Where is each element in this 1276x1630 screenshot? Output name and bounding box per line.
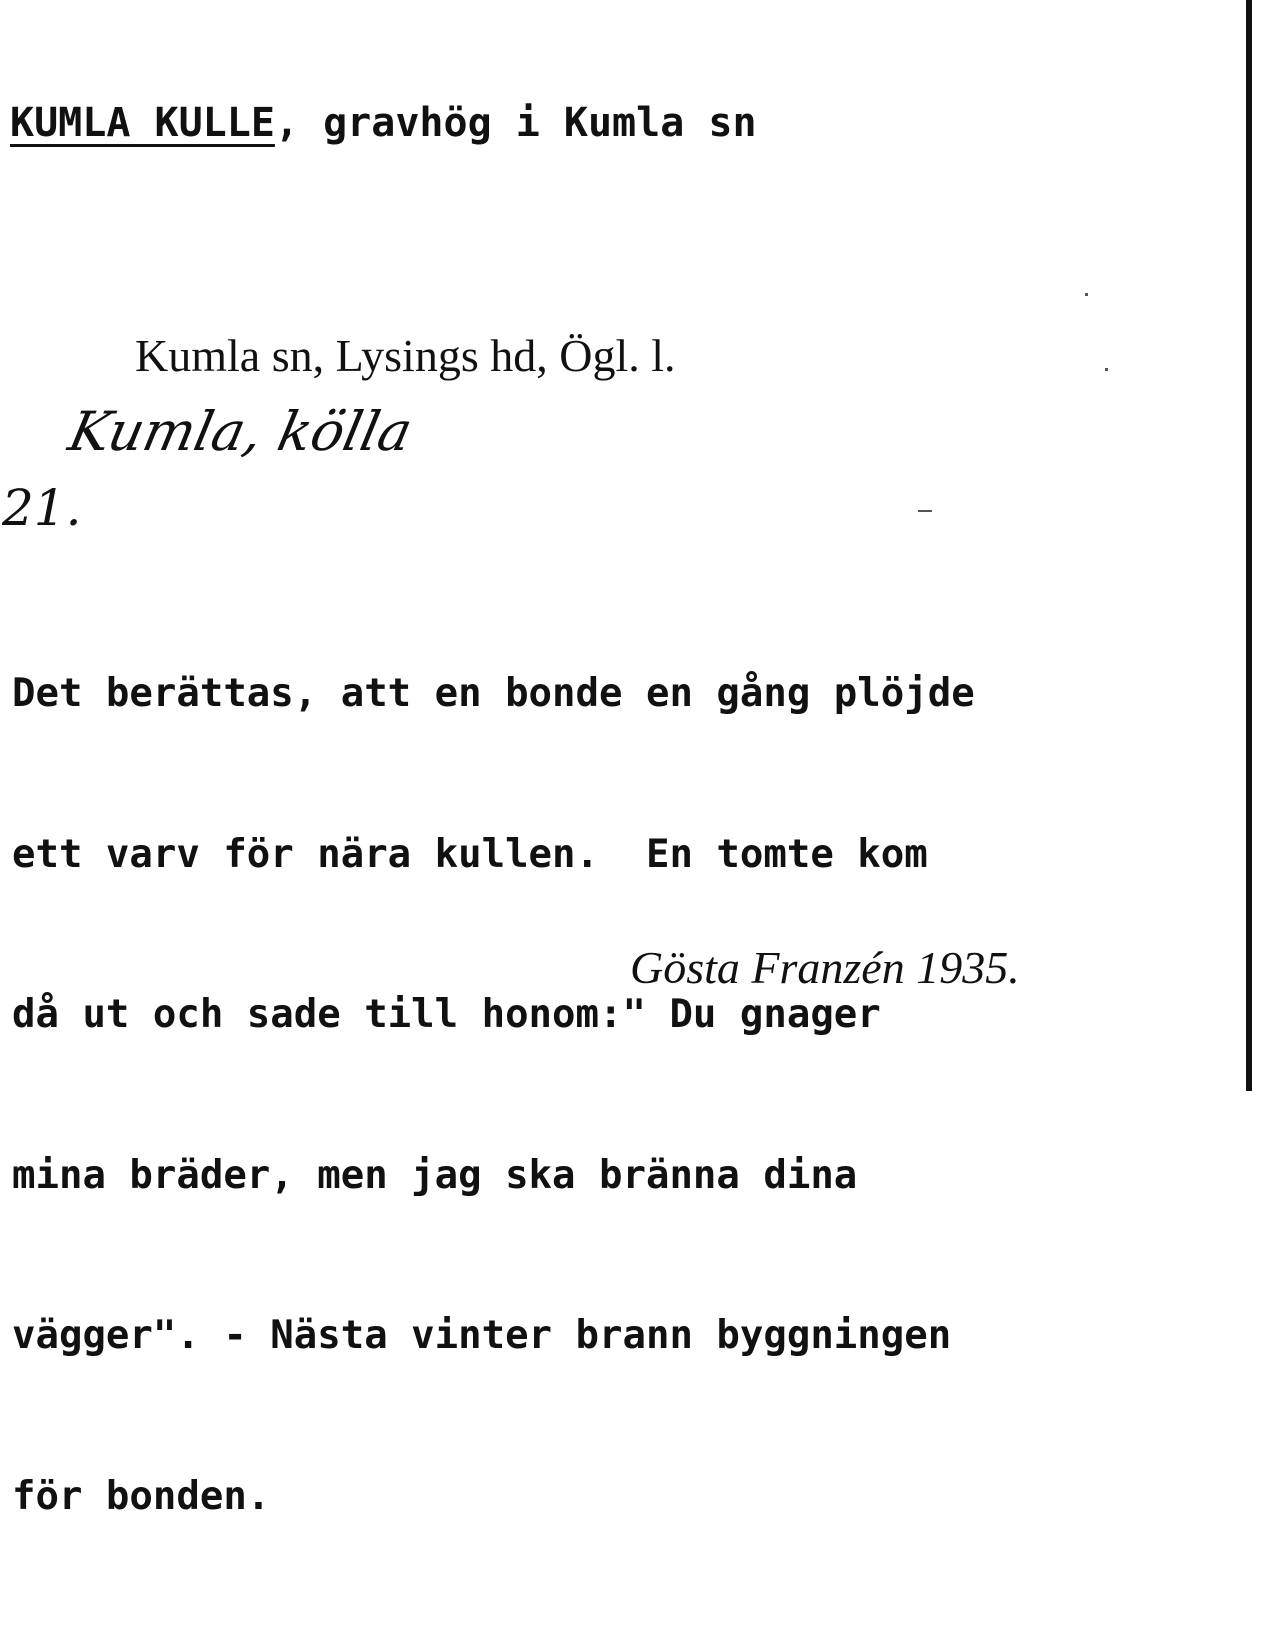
signature-line: Gösta Franzén 1935. — [630, 942, 1020, 993]
handwritten-entry-number: 21. — [2, 479, 82, 537]
scan-speck — [1085, 293, 1088, 296]
story-line: då ut och sade till honom:" Du gnager — [12, 992, 881, 1037]
heading-description: , gravhög i Kumla sn — [274, 100, 757, 146]
scan-speck — [1105, 368, 1108, 371]
story-line: Det berättas, att en bonde en gång plöjde — [12, 671, 975, 716]
story-line: ett varv för nära kullen. En tomte kom — [12, 831, 928, 877]
card-right-edge — [1246, 0, 1252, 1091]
story-line: vägger". - Nästa vinter brann byggningen — [12, 1313, 952, 1358]
heading-name: KUMLA KULLE — [10, 100, 275, 146]
card-heading — [10, 100, 757, 146]
handwritten-dialect-name: Kumla, kölla — [63, 400, 418, 463]
story-line: mina bräder, men jag ska bränna dina — [12, 1152, 858, 1198]
scan-speck — [918, 510, 932, 512]
story-line: för bonden. — [12, 1473, 271, 1519]
story-text — [12, 560, 1242, 1630]
location-line: Kumla sn, Lysings hd, Ögl. l. — [135, 330, 676, 381]
